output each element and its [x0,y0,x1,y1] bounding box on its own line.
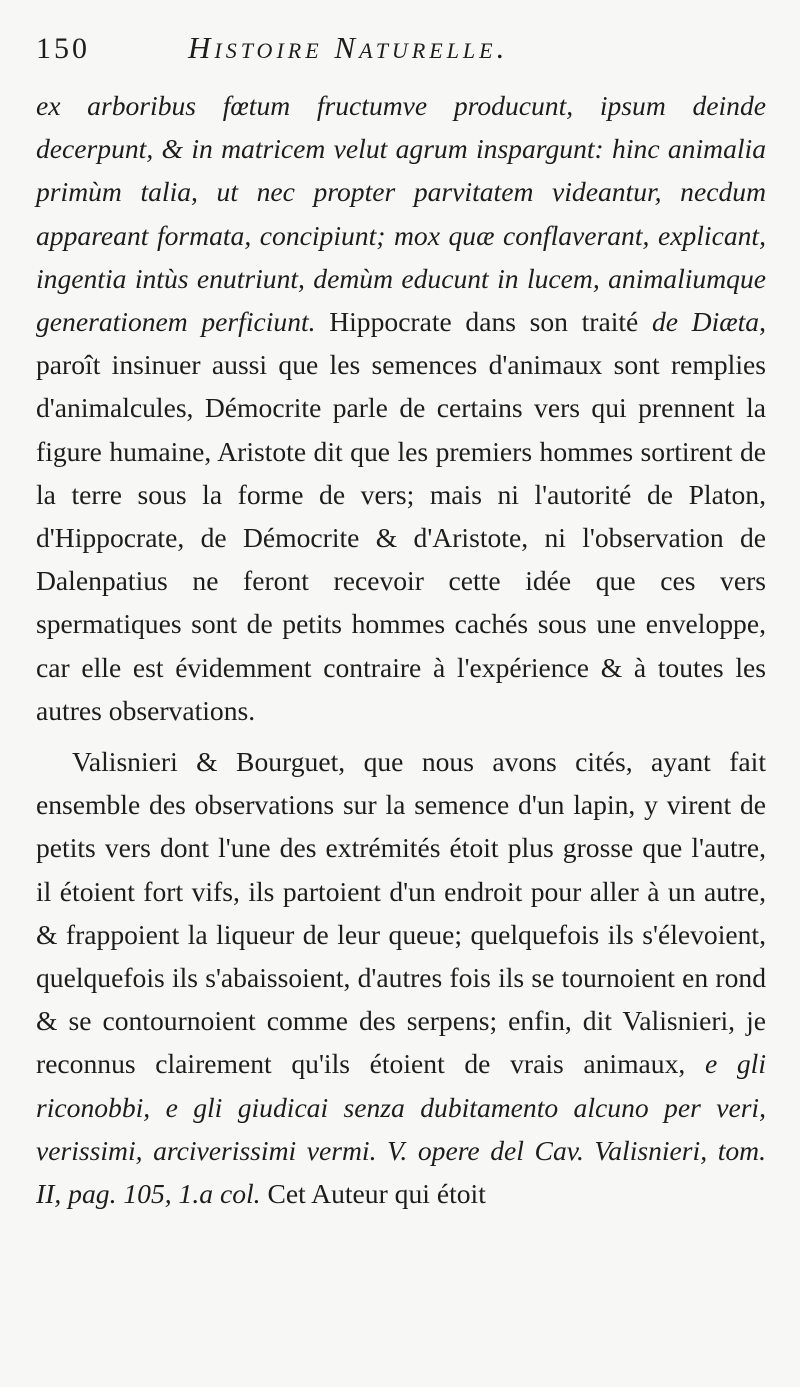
paragraph-1-continuation: , paroît insinuer aussi que les semences d'animaux sont remplies d'animalcules, Démocrite parle de certains vers qui prennent la figure humaine, Aristote dit que les premiers hommes sortirent de la terre sous la forme de vers; mais ni l'autorité de Platon, d'Hippocrate, de Démocrite & d'Aristote, ni l'observation de Dalenpatius ne feront recevoir cette idée que ces vers spermatiques sont de petits hommes cachés sous une enveloppe, car elle est évidemment contraire à l'expérience & à toutes les autres observations. [36,306,767,726]
running-title: Histoire Naturelle. [188,30,509,65]
paragraph-2 [36,740,766,1215]
page-number: 150 [36,32,90,65]
cited-work-title: de Diæta [651,306,760,338]
body-text [36,84,766,1215]
page-header [36,30,766,84]
paragraph-1-text: Hippocrate dans son traité [315,306,652,338]
latin-quotation: ex arboribus fœtum fructumve producunt, ipsum deinde decerpunt, & in matricem velut agrum inspargunt: hinc animalia primùm talia, ut nec propter parvitatem videantur, necdum appareant formata, concipiunt; mox quæ conflaverant, explicant, ingentia intùs enutriunt, demùm educunt in lucem, animaliumque generationem perficiunt. [36,90,766,338]
paragraph-1 [36,84,766,732]
italian-quotation: e gli riconobbi, e gli giudicai senza dubitamento alcuno per veri, verissimi, arciverissimi vermi. V. opere del Cav. Valisnieri, tom. II, pag. 105, 1.a col. [36,1048,766,1210]
paragraph-2-ending: Cet Auteur qui étoit [260,1178,486,1210]
paragraph-2-text: Valisnieri & Bourguet, que nous avons cités, ayant fait ensemble des observations sur la semence d'un lapin, y virent de petits vers dont l'une des extrémités étoit plus grosse que l'autre, il étoient fort vifs, ils partoient d'un endroit pour aller à un autre, & frappoient la liqueur de leur queue; quelquefois ils s'élevoient, quelquefois ils s'abaissoient, d'autres fois ils se tournoient en rond & se contournoient comme des serpens; enfin, dit Valisnieri, je reconnus clairement qu'ils étoient de vrais animaux, [36,746,766,1080]
